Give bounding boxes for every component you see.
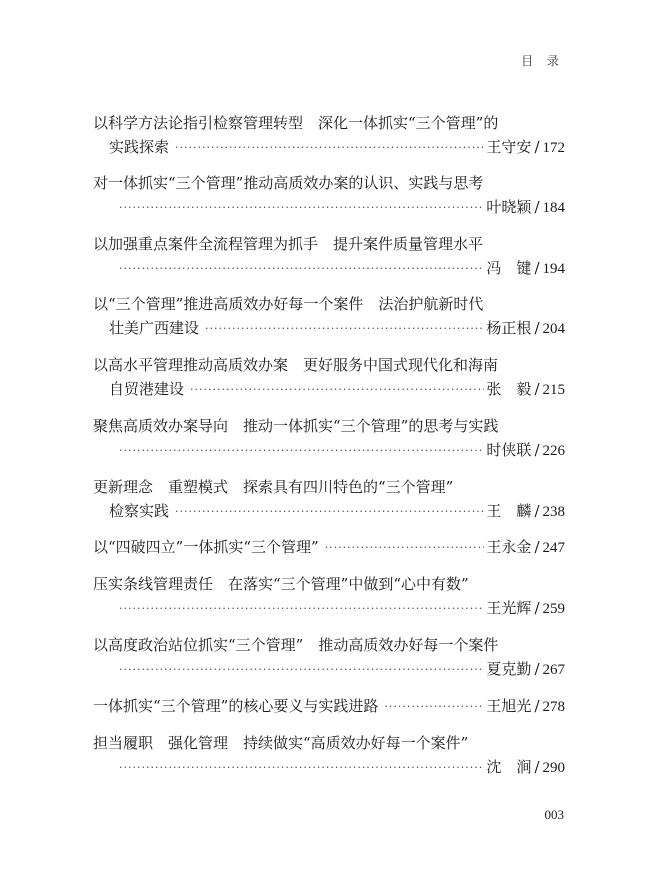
toc-entry[interactable]: [93, 112, 565, 172]
entry-page: 184: [542, 200, 565, 216]
entry-page: 290: [542, 760, 565, 776]
entry-author: 王旭光: [486, 697, 532, 715]
entry-title: 压实条线管理责任 在落实“三个管理”中做到“心中有数”: [93, 575, 469, 593]
entry-title: 更新理念 重塑模式 探索具有四川特色的“三个管理”: [93, 478, 454, 496]
toc-entry[interactable]: [93, 293, 565, 354]
dot-leader: [119, 757, 484, 779]
dot-leader: [325, 537, 485, 559]
entry-page: 172: [542, 140, 565, 156]
entry-title-continued: 自贸港建设: [109, 380, 185, 398]
entry-author: 夏克勤: [486, 660, 532, 678]
dot-leader: [384, 696, 484, 718]
toc-entry[interactable]: [93, 354, 565, 415]
page-separator: /: [534, 198, 540, 216]
entry-page: 267: [542, 662, 565, 678]
toc-entry[interactable]: [93, 476, 565, 536]
entry-page: 247: [542, 540, 565, 556]
dot-leader: [190, 379, 484, 401]
page-separator: /: [534, 599, 540, 617]
entry-title: 一体抓实“三个管理”的核心要义与实践进路: [93, 697, 379, 715]
page-separator: /: [534, 660, 540, 678]
page-number: 003: [544, 807, 564, 822]
entry-title: 以高度政治站位抓实“三个管理” 推动高质效办好每一个案件: [93, 636, 499, 654]
entry-author: 叶晓颖: [486, 198, 532, 216]
toc-entry[interactable]: [93, 415, 565, 476]
page-separator: /: [534, 138, 540, 156]
entry-page: 259: [542, 601, 565, 617]
toc-entry[interactable]: [93, 573, 565, 634]
toc-entry[interactable]: [93, 634, 565, 678]
entry-title: 担当履职 强化管理 持续做实“高质效办好每一个案件”: [93, 734, 469, 752]
dot-leader: [119, 258, 484, 280]
page-separator: /: [534, 319, 540, 337]
dot-leader: [119, 440, 484, 462]
entry-title-continued: 壮美广西建设: [109, 319, 200, 337]
entry-author: 沈 涧: [486, 758, 532, 776]
entry-page: 194: [542, 261, 565, 277]
entry-author: 王光辉: [486, 599, 532, 617]
entry-author: 王 麟: [486, 502, 532, 520]
entry-author: 时侠联: [486, 441, 532, 459]
page-separator: /: [534, 441, 540, 459]
entry-author: 冯 键: [486, 259, 532, 277]
dot-leader: [119, 598, 484, 620]
entry-title-continued: 实践探索: [109, 138, 170, 156]
toc-entry[interactable]: [93, 695, 565, 732]
dot-leader: [119, 197, 484, 219]
entry-page: 215: [542, 382, 565, 398]
page-separator: /: [534, 259, 540, 277]
entry-page: 204: [542, 321, 565, 337]
entry-author: 张 毅: [486, 380, 532, 398]
toc-entry[interactable]: [93, 172, 565, 233]
entry-title: 以科学方法论指引检察管理转型 深化一体抓实“三个管理”的: [93, 114, 499, 132]
dot-leader: [175, 501, 484, 523]
entry-author: 杨正根: [486, 319, 532, 337]
toc-entry[interactable]: [93, 732, 565, 792]
page-separator: /: [534, 502, 540, 520]
toc-entry[interactable]: [93, 536, 565, 573]
entry-page: 278: [542, 699, 565, 715]
toc-entry[interactable]: [93, 233, 565, 293]
entry-title: 以“四破四立”一体抓实“三个管理”: [93, 538, 319, 556]
entry-author: 王永金: [486, 538, 532, 556]
entry-author: 王守安: [486, 138, 532, 156]
page-separator: /: [534, 697, 540, 715]
entry-title-continued: 检察实践: [109, 502, 170, 520]
entry-title: 以加强重点案件全流程管理为抓手 提升案件质量管理水平: [93, 235, 484, 253]
table-of-contents: [93, 112, 565, 792]
page-separator: /: [534, 758, 540, 776]
dot-leader: [119, 659, 484, 681]
page-separator: /: [534, 380, 540, 398]
page-separator: /: [534, 538, 540, 556]
entry-title: 对一体抓实“三个管理”推动高质效办案的认识、实践与思考: [93, 174, 484, 192]
page-header-title: 目 录: [521, 54, 564, 68]
dot-leader: [205, 318, 484, 340]
entry-title: 以高水平管理推动高质效办案 更好服务中国式现代化和海南: [93, 356, 499, 374]
entry-title: 以“三个管理”推进高质效办好每一个案件 法治护航新时代: [93, 295, 484, 313]
dot-leader: [175, 137, 484, 159]
entry-page: 226: [542, 443, 565, 459]
entry-page: 238: [542, 504, 565, 520]
entry-title: 聚焦高质效办案导向 推动一体抓实“三个管理”的思考与实践: [93, 417, 499, 435]
